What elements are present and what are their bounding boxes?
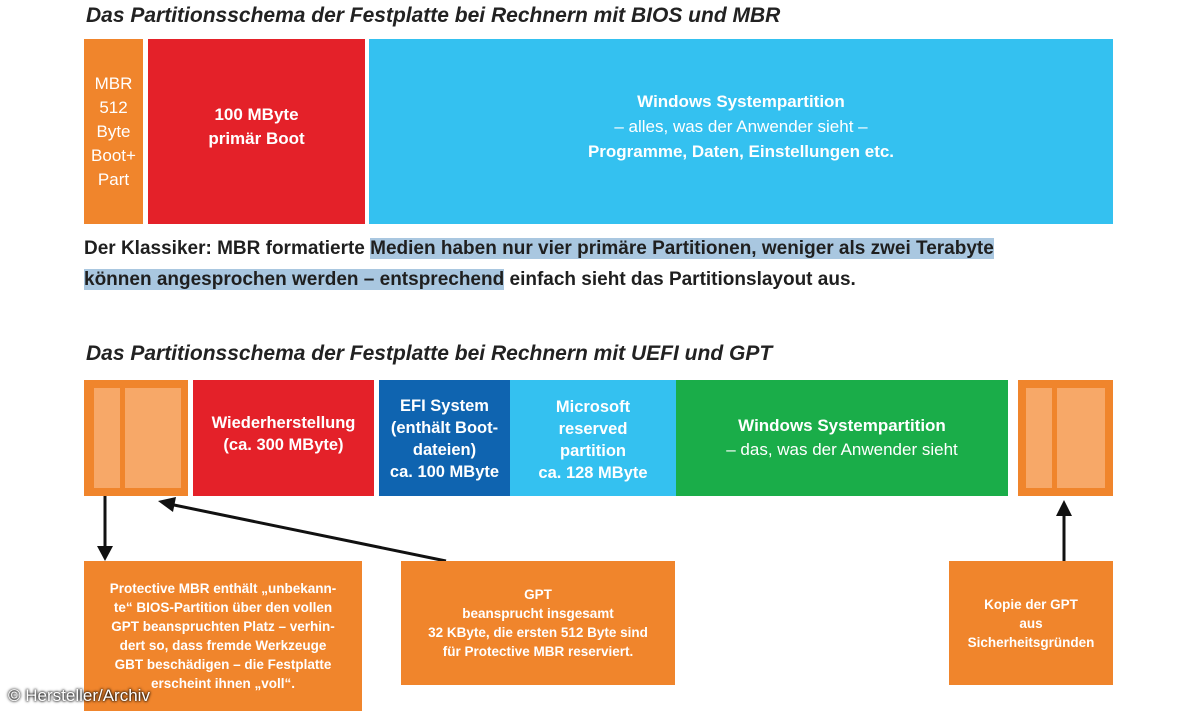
caption-text: Der Klassiker: MBR formatierte [84, 238, 371, 259]
arrow-head-backup-gpt [1056, 500, 1072, 516]
gpt-system-partition-title: Windows Systempartition [738, 416, 946, 435]
mbr-block-line: Boot+ [91, 145, 136, 165]
msr-partition-line: partition [560, 442, 626, 460]
note-line: Protective MBR enthält „unbekann- [109, 581, 337, 596]
system-partition-content: Programme, Daten, Einstellungen etc. [587, 142, 895, 161]
system-partition-subtitle: – alles, was der Anwender sieht – [614, 117, 868, 136]
efi-partition-line: dateien) [412, 441, 477, 459]
arrow-line-gpt [174, 505, 446, 561]
caption-text: einfach sieht das Partitionslayout aus. [504, 269, 856, 290]
note-line: beansprucht insgesamt [462, 606, 614, 621]
note-line: te“ BIOS-Partition über den vollen [113, 600, 333, 615]
boot-partition-line: primär Boot [208, 129, 305, 148]
recovery-partition-line: (ca. 300 MByte) [223, 436, 344, 454]
mbr-block-line: 512 [99, 97, 128, 117]
arrow-head-gpt [158, 497, 176, 512]
note-line: GPT beanspruchten Platz – verhin- [111, 619, 335, 634]
backup-gpt-note [949, 561, 1113, 685]
gpt-system-partition-subtitle: – das, was der Anwender sieht [726, 440, 958, 459]
gpt-note [401, 561, 675, 685]
arrow-head-protective-mbr [97, 546, 113, 561]
caption-highlight: Medien haben nur vier primäre Partitionen, weniger als zwei Terabyte [370, 238, 994, 259]
msr-partition-line: reserved [558, 420, 628, 438]
note-line: dert so, dass fremde Werkzeuge [119, 638, 327, 653]
note-line: aus [1019, 615, 1043, 631]
note-line: erscheint ihnen „voll“. [150, 676, 296, 691]
mbr-section-title: Das Partitionsschema der Festplatte bei Rechnern mit BIOS und MBR [86, 4, 781, 27]
msr-partition-line: ca. 128 MByte [538, 464, 648, 482]
efi-partition-line: (enthält Boot- [390, 419, 499, 437]
note-line: GBT beschädigen – die Festplatte [114, 657, 332, 672]
note-line: für Protective MBR reserviert. [442, 644, 634, 659]
note-line: 32 KByte, die ersten 512 Byte sind [428, 625, 648, 640]
gpt-section-title: Das Partitionsschema der Festplatte bei Rechnern mit UEFI und GPT [86, 342, 773, 365]
msr-partition-line: Microsoft [555, 398, 631, 416]
system-partition-title: Windows Systempartition [637, 92, 845, 111]
copyright-credit: © Hersteller/Archiv [8, 686, 150, 705]
mbr-block-line: Part [97, 169, 130, 189]
note-line: Sicherheitsgründen [967, 634, 1095, 650]
mbr-block-line: Byte [96, 121, 131, 141]
caption-highlight: können angesprochen werden – entsprechend [84, 269, 505, 290]
note-line: Kopie der GPT [984, 596, 1078, 612]
note-line: GPT [524, 587, 552, 602]
recovery-partition-line: Wiederherstellung [211, 414, 356, 432]
mbr-block-line: MBR [94, 73, 133, 93]
efi-partition-line: EFI System [400, 397, 489, 415]
boot-partition-line: 100 MByte [214, 105, 299, 124]
efi-partition-line: ca. 100 MByte [389, 463, 500, 481]
